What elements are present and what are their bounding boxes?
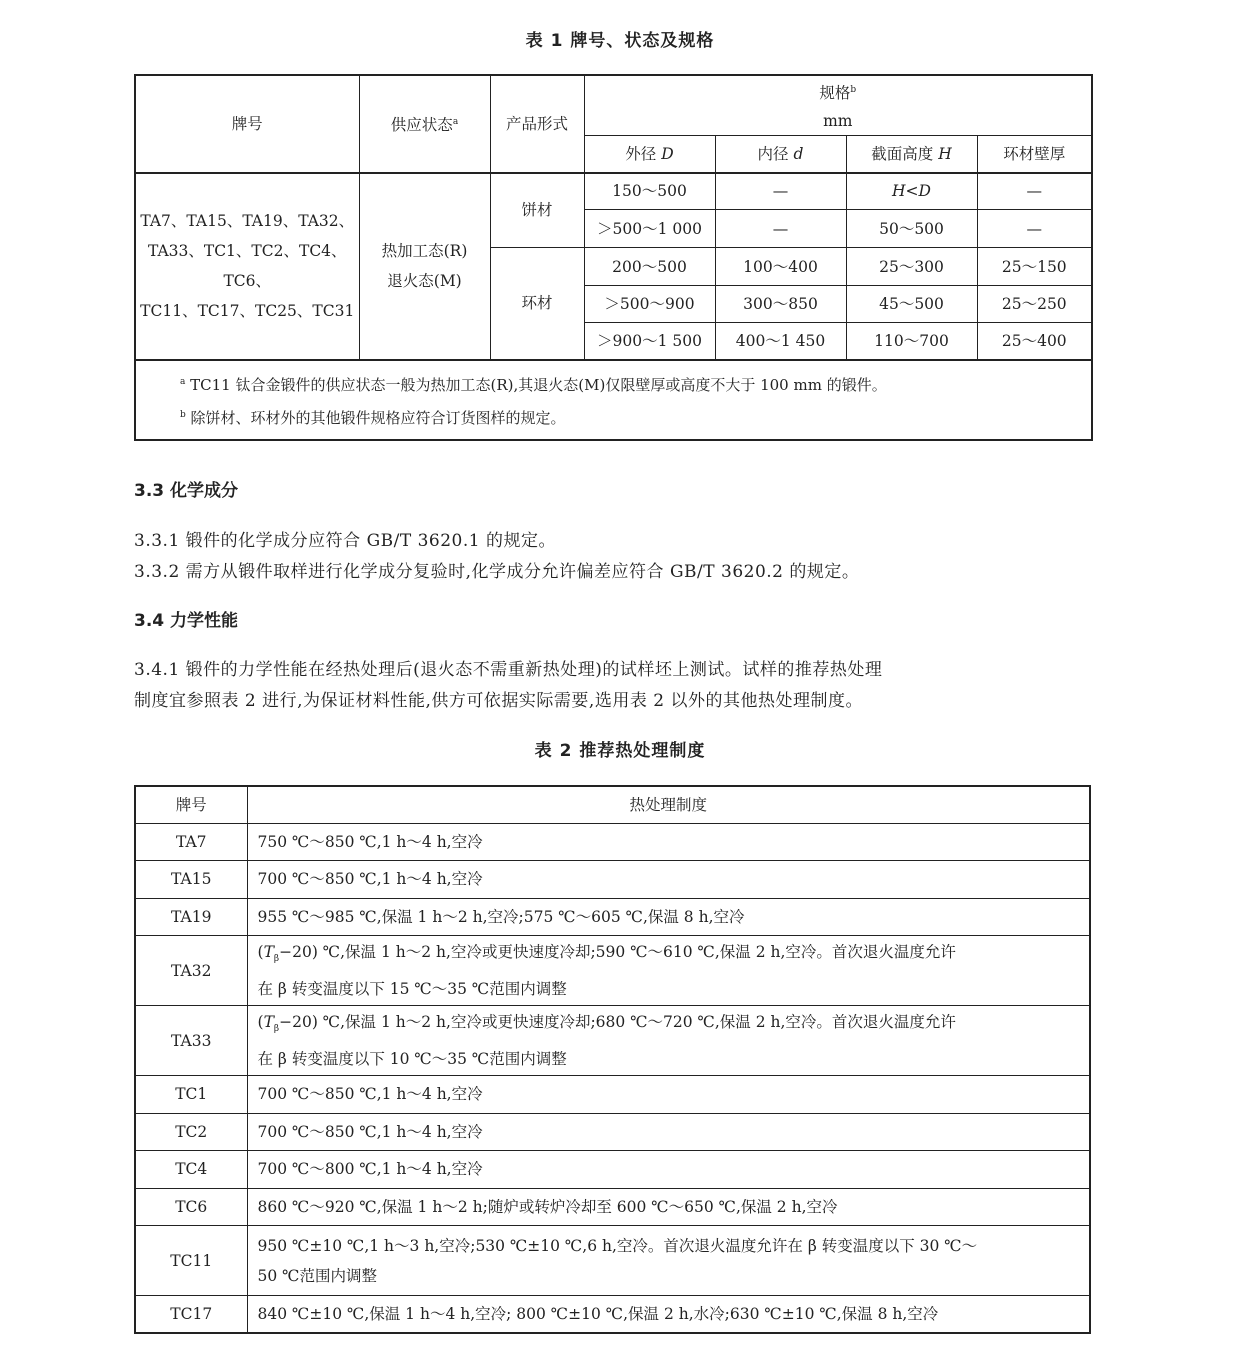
- section-3-3-heading: 3.3 化学成分: [134, 481, 239, 501]
- treatment-text: −20) ℃,保温 1 h～2 h,空冷或更快速度冷却;590 ℃～610 ℃,保温 2 h,空冷。首次退火温度允许: [279, 942, 956, 961]
- table-row: [135, 861, 1090, 899]
- heat-treatment-cell: [247, 1188, 1090, 1226]
- table2: [134, 785, 1091, 1334]
- treatment-line: [258, 1261, 1080, 1291]
- table-row: [135, 936, 1090, 1006]
- heat-treatment-cell: [247, 898, 1090, 936]
- cell: ＞900～1 500: [584, 323, 715, 360]
- treatment-line: [258, 827, 1080, 857]
- table-row: [135, 173, 1092, 210]
- cell: —: [977, 173, 1092, 210]
- table-row: [135, 1006, 1090, 1076]
- heat-treatment-cell: [247, 1296, 1090, 1334]
- grade-cell: TC6: [135, 1188, 247, 1226]
- grade-cell: TC4: [135, 1151, 247, 1189]
- table-row: [135, 1151, 1090, 1189]
- grade-cell: TA33: [135, 1006, 247, 1076]
- treatment-line: [258, 974, 1080, 1004]
- header-wall-thickness: 环材壁厚: [977, 136, 1092, 173]
- table-row: [135, 1296, 1090, 1334]
- treatment-line: [258, 1154, 1080, 1184]
- cell: —: [977, 210, 1092, 248]
- cell: 300～850: [715, 286, 846, 323]
- heat-treatment-cell: [247, 1113, 1090, 1151]
- treatment-line: $(T_\beta-20)$ ℃,保温 1 h～2 h,空冷或更快速度冷却;590 ℃～610 ℃,保温 2 h,空冷。首次退火温度允许: [257, 942, 956, 965]
- treatment-text: 860 ℃～920 ℃,保温 1 h～2 h;随炉或转炉冷却至 600 ℃～650 ℃,保温 2 h,空冷: [257, 1197, 838, 1216]
- treatment-text: 750 ℃～850 ℃,1 h～4 h,空冷: [257, 832, 483, 851]
- footnote-a: $^a$ TC11 钛合金锻件的供应状态一般为热加工态(R),其退火态(M)仅限壁厚或高度不大于 100 mm 的锻件。: [180, 375, 887, 394]
- treatment-text: 700 ℃～850 ℃,1 h～4 h,空冷: [257, 870, 483, 889]
- header-spec: 规格$^b$ mm: [584, 75, 1092, 136]
- treatment-text: 700 ℃～850 ℃,1 h～4 h,空冷: [257, 1122, 483, 1141]
- grade-cell: TA19: [135, 898, 247, 936]
- cell: —: [715, 173, 846, 210]
- cell: —: [715, 210, 846, 248]
- treatment-text: 50 ℃范围内调整: [257, 1266, 377, 1285]
- grades-cell: TA7、TA15、TA19、TA32、 TA33、TC1、TC2、TC4、TC6、 TC11、TC17、TC25、TC31: [135, 173, 359, 360]
- treatment-line: [258, 1192, 1080, 1222]
- treatment-line: [258, 1079, 1080, 1109]
- treatment-text: 在 β 转变温度以下 15 ℃～35 ℃范围内调整: [257, 980, 567, 999]
- heat-treatment-cell: [247, 1076, 1090, 1114]
- treatment-text: 955 ℃～985 ℃,保温 1 h～2 h,空冷;575 ℃～605 ℃,保温 8 h,空冷: [257, 907, 745, 926]
- heat-treatment-cell: [247, 861, 1090, 899]
- cell: ＞500～1 000: [584, 210, 715, 248]
- header-section-height: 截面高度 H: [846, 136, 977, 173]
- grade-cell: TC2: [135, 1113, 247, 1151]
- header-supply-state: 供应状态$^a$: [359, 75, 490, 173]
- table-row: [135, 898, 1090, 936]
- treatment-text: 950 ℃±10 ℃,1 h～3 h,空冷;530 ℃±10 ℃,6 h,空冷。首次退火温度允许在 β 转变温度以下 30 ℃～: [257, 1236, 978, 1255]
- form-cell: 饼材: [490, 173, 584, 248]
- heat-treatment-cell: [247, 1151, 1090, 1189]
- treatment-text: −20) ℃,保温 1 h～2 h,空冷或更快速度冷却;680 ℃～720 ℃,保温 2 h,空冷。首次退火温度允许: [279, 1012, 956, 1031]
- table2-title: 表 2 推荐热处理制度: [534, 741, 706, 761]
- cell: 100～400: [715, 248, 846, 286]
- cell: 25～250: [977, 286, 1092, 323]
- cell: 25～150: [977, 248, 1092, 286]
- grade-cell: TA32: [135, 936, 247, 1006]
- section-3-4-heading: 3.4 力学性能: [134, 611, 239, 631]
- treatment-line: [258, 1231, 1080, 1261]
- clause-3-4-1-line2: 制度宜参照表 2 进行,为保证材料性能,供方可依据实际需要,选用表 2 以外的其他热处理制度。: [134, 691, 863, 711]
- cell: 50～500: [846, 210, 977, 248]
- cell: 200～500: [584, 248, 715, 286]
- table1: [134, 74, 1093, 441]
- cell: H<D: [846, 173, 977, 210]
- header-grade: 牌号: [135, 75, 359, 173]
- treatment-text: 700 ℃～800 ℃,1 h～4 h,空冷: [257, 1160, 483, 1179]
- cell: 400～1 450: [715, 323, 846, 360]
- beta-transus-symbol: T: [263, 1012, 274, 1031]
- cell: ＞500～900: [584, 286, 715, 323]
- treatment-line: [258, 864, 1080, 894]
- table-row: [135, 823, 1090, 861]
- beta-transus-symbol: T: [263, 942, 274, 961]
- cell: 25～300: [846, 248, 977, 286]
- table-row: [135, 1188, 1090, 1226]
- treatment-line: [258, 1299, 1080, 1329]
- treatment-line: [258, 1044, 1080, 1074]
- header-outer-diameter: 外径 D: [584, 136, 715, 173]
- heat-treatment-cell: [247, 1226, 1090, 1296]
- table1-title: 表 1 牌号、状态及规格: [525, 31, 715, 51]
- grade-cell: TA7: [135, 823, 247, 861]
- beta-subscript: β: [273, 954, 280, 965]
- state-cell: 热加工态(R) 退火态(M): [359, 173, 490, 360]
- beta-subscript: β: [273, 1024, 280, 1035]
- grade-cell: TC1: [135, 1076, 247, 1114]
- treatment-text: 700 ℃～850 ℃,1 h～4 h,空冷: [257, 1085, 483, 1104]
- heat-treatment-cell: [247, 823, 1090, 861]
- treatment-line: $(T_\beta-20)$ ℃,保温 1 h～2 h,空冷或更快速度冷却;680 ℃～720 ℃,保温 2 h,空冷。首次退火温度允许: [257, 1012, 956, 1035]
- cell: 45～500: [846, 286, 977, 323]
- table-row: [135, 1226, 1090, 1296]
- header-product-form: 产品形式: [490, 75, 584, 173]
- heat-treatment-cell: [247, 936, 1090, 1006]
- grade-cell: TC17: [135, 1296, 247, 1334]
- clause-3-3-1: 3.3.1 锻件的化学成分应符合 GB/T 3620.1 的规定。: [134, 531, 556, 551]
- clause-3-3-2: 3.3.2 需方从锻件取样进行化学成分复验时,化学成分允许偏差应符合 GB/T 3620.2 的规定。: [134, 562, 860, 582]
- clause-3-4-1-line1: 3.4.1 锻件的力学性能在经热处理后(退火态不需重新热处理)的试样坯上测试。试样的推荐热处理: [134, 660, 883, 680]
- heat-treatment-cell: [247, 1006, 1090, 1076]
- treatment-line: [258, 1117, 1080, 1147]
- grade-cell: TA15: [135, 861, 247, 899]
- treatment-text: 840 ℃±10 ℃,保温 1 h～4 h,空冷; 800 ℃±10 ℃,保温 2 h,水冷;630 ℃±10 ℃,保温 8 h,空冷: [257, 1305, 939, 1323]
- grade-cell: TC11: [135, 1226, 247, 1296]
- cell: 150～500: [584, 173, 715, 210]
- header-inner-diameter: 内径 d: [715, 136, 846, 173]
- form-cell: 环材: [490, 248, 584, 360]
- header-grade: 牌号: [135, 786, 247, 823]
- table-row: [135, 1113, 1090, 1151]
- treatment-line: [258, 902, 1080, 932]
- footnote-b: $^b$ 除饼材、环材外的其他锻件规格应符合订货图样的规定。: [180, 408, 566, 427]
- cell: 110～700: [846, 323, 977, 360]
- footnotes: [135, 360, 1092, 440]
- header-heat-treatment: 热处理制度: [247, 786, 1090, 823]
- cell: 25～400: [977, 323, 1092, 360]
- table-row: [135, 1076, 1090, 1114]
- treatment-text: 在 β 转变温度以下 10 ℃～35 ℃范围内调整: [257, 1050, 567, 1069]
